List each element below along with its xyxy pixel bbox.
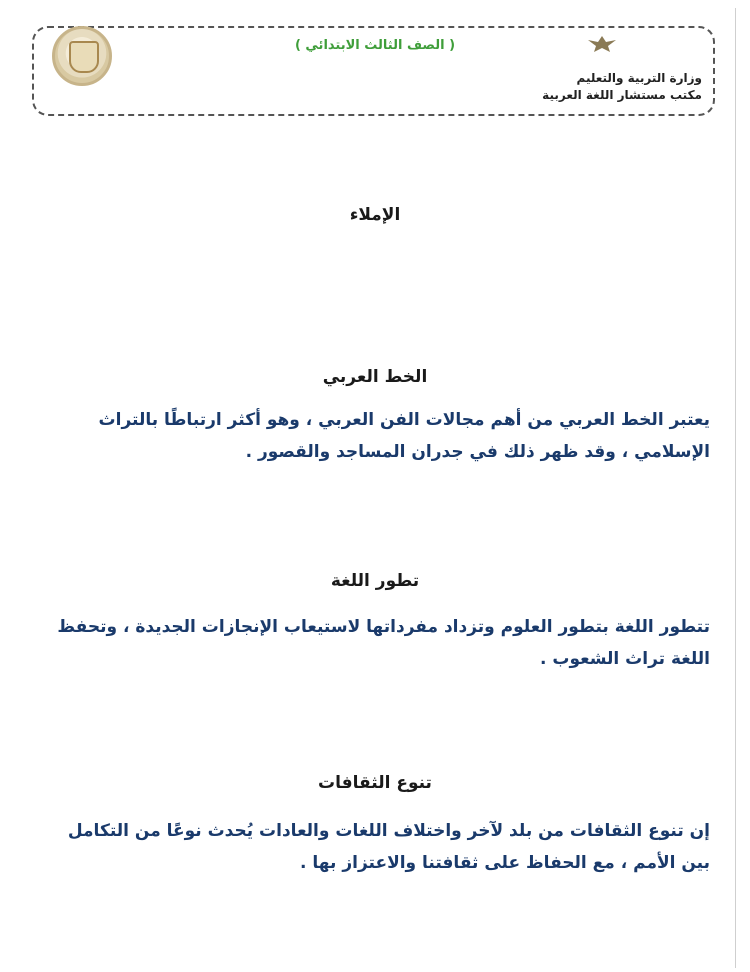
- seal-emblem-icon: [69, 41, 99, 73]
- section-text-calligraphy: [40, 404, 710, 468]
- ministry-line-2: مكتب مستشار اللغة العربية: [542, 88, 702, 102]
- paragraph-line: بين الأمم ، مع الحفاظ على ثقافتنا والاعتزاز بها .: [300, 853, 710, 873]
- grade-label: ( الصف الثالث الابتدائي ): [294, 38, 456, 53]
- ministry-name: [542, 70, 702, 104]
- paragraph-line: اللغة تراث الشعوب .: [540, 649, 710, 669]
- ministry-seal-icon: [52, 26, 112, 86]
- paragraph-line: الإسلامي ، وقد ظهر ذلك في جدران المساجد والقصور .: [245, 442, 710, 462]
- paragraph-line: تتطور اللغة بتطور العلوم وتزداد مفرداتها لاستيعاب الإنجازات الجديدة ، وتحفظ: [57, 617, 710, 637]
- ministry-line-1: وزارة التربية والتعليم: [576, 71, 702, 85]
- section-heading-language: تطور اللغة: [330, 571, 420, 591]
- paragraph-line: يعتبر الخط العربي من أهم مجالات الفن العربي ، وهو أكثر ارتباطًا بالتراث: [98, 410, 710, 430]
- section-heading-cultures: تنوع الثقافات: [318, 773, 432, 793]
- section-heading-calligraphy: الخط العربي: [322, 367, 428, 387]
- paragraph-line: إن تنوع الثقافات من بلد لآخر واختلاف اللغات والعادات يُحدث نوعًا من التكامل: [67, 821, 710, 841]
- page-title: الإملاء: [349, 205, 401, 225]
- section-text-language: [40, 611, 710, 675]
- section-text-cultures: [40, 815, 710, 879]
- eagle-emblem-icon: [584, 34, 620, 54]
